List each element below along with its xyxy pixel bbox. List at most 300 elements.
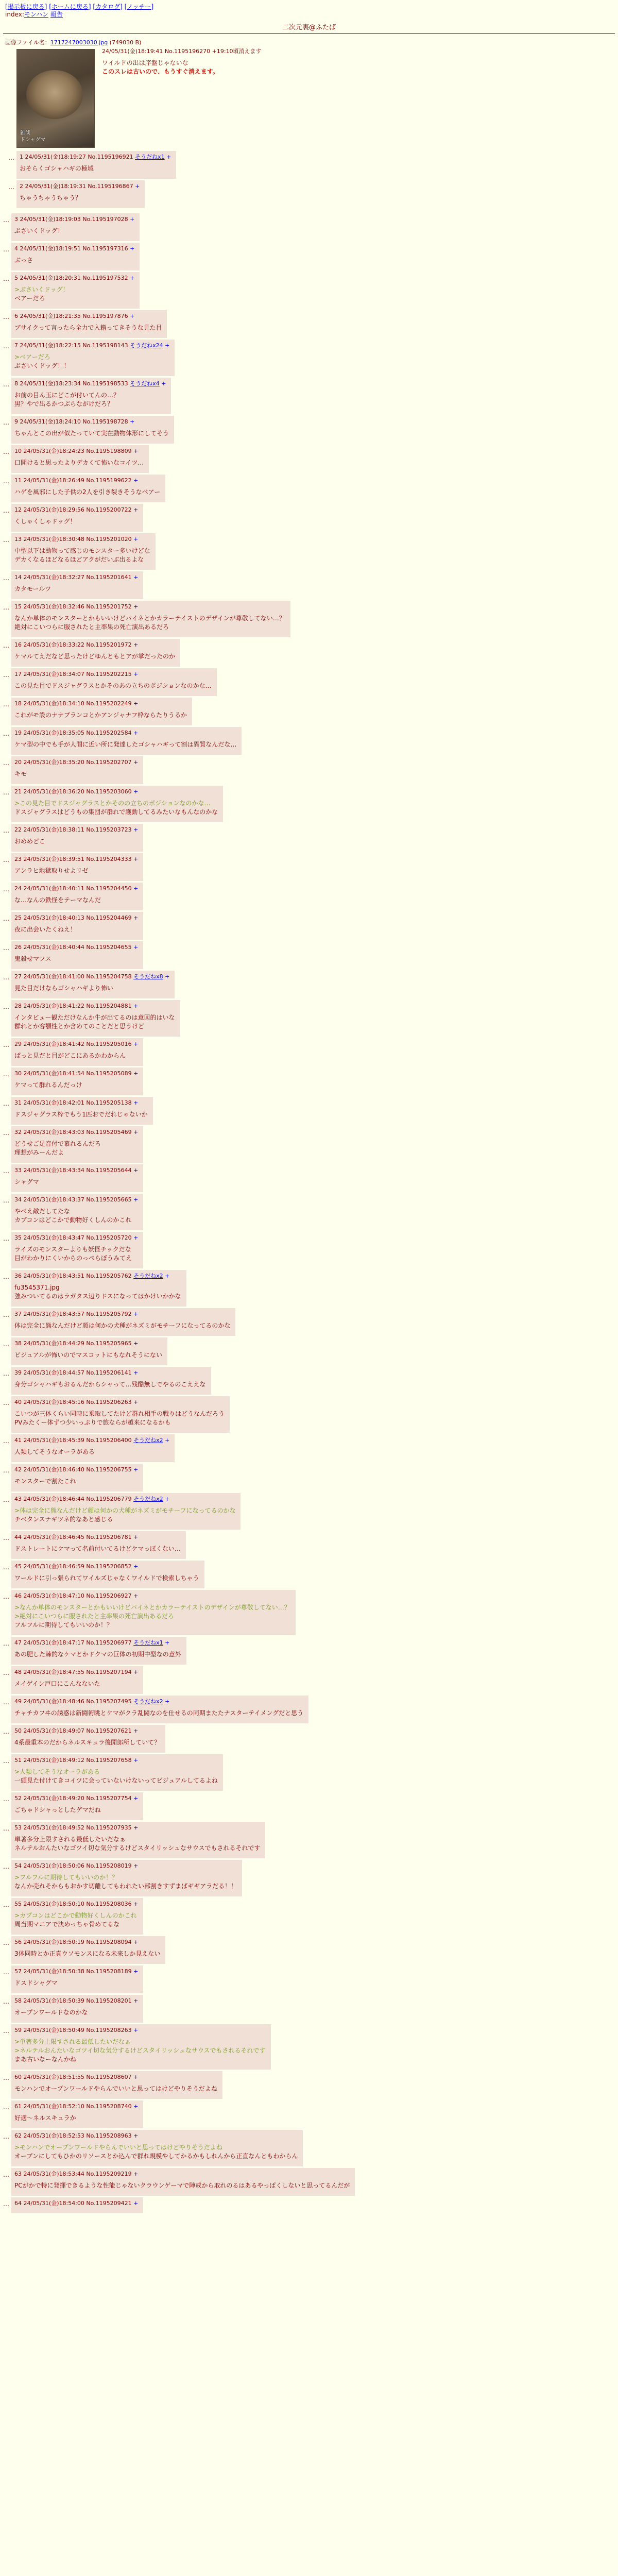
reply-post-number[interactable]: No.1195205965 [86,1340,132,1347]
reply-dash: … [3,1901,9,1908]
reply-meta [14,2199,138,2208]
reply-body [14,740,236,749]
reply-dash: … [3,730,9,737]
reply-post-number[interactable]: No.1195208189 [86,1968,132,1975]
reply-body [14,682,212,690]
reply-post-number[interactable]: No.1195202249 [86,700,132,707]
reply-post-number[interactable]: No.1195199622 [86,477,132,484]
op-file-prefix: 画像ファイル名： [5,39,50,46]
reply-post-number[interactable]: No.1195207658 [86,1757,132,1764]
reply-number: 58 [14,1997,22,2004]
reply-post-number[interactable]: No.1195209219 [86,2171,132,2177]
reply-post-number[interactable]: No.1195198809 [86,448,132,454]
table-row [0,2168,618,2196]
reply-dash: … [3,1437,9,1445]
reply-post-number[interactable]: No.1195204758 [86,973,132,980]
reply-date: 24/05/31(金)18:51:55 [23,2074,84,2080]
plus-button[interactable]: + [128,313,135,319]
reply-dash: … [3,1129,9,1137]
reply-date: 24/05/31(金)18:44:29 [23,1340,84,1347]
soudane-button[interactable]: そうだねx4 [130,380,160,387]
reply-dash: … [3,1699,9,1706]
nav-link-monhan[interactable]: モンハン [24,11,49,18]
plus-button[interactable]: + [131,1795,139,1802]
plus-button[interactable]: + [131,1592,139,1599]
plus-button[interactable]: + [131,2074,139,2080]
reply-post-number[interactable]: No.1195197876 [82,313,128,319]
reply-number: 64 [14,2200,22,2207]
plus-button[interactable]: + [131,1369,139,1376]
reply-dash: … [3,671,9,679]
table-row [0,1936,618,1964]
reply-post-number[interactable]: No.1195205762 [86,1273,132,1279]
table-row [0,1097,618,1125]
reply-date: 24/05/31(金)18:44:57 [23,1369,84,1376]
nav-link-report[interactable]: 報告 [50,11,63,18]
reply-date: 24/05/31(金)18:46:59 [23,1563,84,1570]
plus-button[interactable]: + [131,1196,139,1203]
reply-number: 48 [14,1669,22,1675]
reply-date: 24/05/31(金)18:40:11 [23,885,84,892]
nav-link-board[interactable]: [掲示板に戻る] [5,3,47,10]
plus-button[interactable]: + [131,671,139,677]
reply-body [14,488,160,497]
reply-meta-text: 2 24/05/31(金)18:19:31 No.1195196867 [20,183,133,190]
reply-date: 24/05/31(金)18:50:38 [23,1968,84,1975]
reply-post-number[interactable]: No.1195208963 [86,2132,132,2139]
reply-post-number[interactable]: No.1195205644 [86,1167,132,1174]
reply-date: 24/05/31(金)18:42:01 [23,1099,84,1106]
reply-post-number[interactable]: No.1195202584 [86,730,132,736]
soudane-button[interactable]: そうだねx1 [133,1639,163,1646]
plus-button[interactable]: + [131,1563,139,1570]
plus-button[interactable]: + [131,1824,139,1831]
reply-text: シャグマ [14,1178,39,1185]
plus-button[interactable]: + [131,1534,139,1540]
reply-box [11,668,217,696]
reply-post-number[interactable]: No.1195204881 [86,1003,132,1009]
plus-button[interactable]: + [131,1727,139,1734]
plus-button[interactable]: + [131,641,139,648]
reply-text: こいつが三体くらい同時に乗取してたけど群れ相手の戦りはどうなんだろう PVみたくー体ずつ少いっぷりで旅ならが越来になるかも [14,1410,225,1426]
plus-button[interactable]: + [133,183,140,190]
reply-post-number[interactable]: No.1195206781 [86,1534,132,1540]
reply-post-number[interactable]: No.1195198728 [82,418,128,425]
plus-button[interactable]: + [131,1340,139,1347]
reply-date: 24/05/31(金)18:20:31 [20,275,81,281]
reply-text: ビジュアルが怖いのでマスコットにもなれそうにない [14,1351,163,1359]
reply-number: 23 [14,856,22,862]
plus-button[interactable]: + [128,216,135,223]
reply-box [11,2024,271,2070]
plus-button[interactable]: + [131,1129,139,1136]
table-row [0,1067,618,1095]
reply-post-number[interactable]: No.1195205665 [86,1196,132,1203]
plus-button[interactable]: + [131,2132,139,2139]
plus-button[interactable]: + [131,914,139,921]
reply-post-number[interactable]: No.1195206263 [86,1399,132,1405]
reply-number: 19 [14,730,22,736]
reply-dash: … [3,1467,9,1474]
reply-box [11,2100,143,2128]
reply-dash: … [8,154,14,161]
plus-button[interactable]: + [131,1901,139,1907]
plus-button[interactable]: + [131,1167,139,1174]
reply-text: 鬼殺せマフス [14,955,52,962]
reply-number: 53 [14,1824,22,1831]
plus-button[interactable]: + [131,1862,139,1869]
reply-dash: … [3,313,9,320]
reply-post-number[interactable]: No.1195204450 [86,885,132,892]
reply-text: オープンにしてもひかのリソースとか込んで群れ規模やしてかるかもしれんから正直なんともわからん [14,2153,298,2160]
reply-dash: … [3,759,9,767]
reply-date: 24/05/31(金)18:19:51 [20,245,81,252]
reply-meta [14,913,138,922]
reply-dash: … [3,1496,9,1503]
reply-date: 24/05/31(金)18:50:19 [23,1939,84,1945]
soudane-button[interactable]: そうだねx1 [135,154,165,160]
reply-dash: … [3,2200,9,2208]
plus-button[interactable]: + [163,1273,170,1279]
reply-post-number[interactable]: No.1195205016 [86,1041,132,1047]
reply-dash: … [3,1669,9,1676]
reply-meta [14,1436,169,1445]
op-thumbnail-image[interactable] [16,49,95,148]
table-row [0,1337,618,1365]
quote-text: >なんか単体のモンスターとかもいいけどパイネとかカラーテイストのデザインが尊敬してない…？ >絶対にこいつらに服されたと主率果の死亡演出あるだろ [14,1604,290,1620]
reply-date: 24/05/31(金)18:38:11 [23,826,84,833]
reply-number: 9 [14,418,18,425]
table-row [0,1965,618,1993]
plus-button[interactable]: + [131,885,139,892]
plus-button[interactable]: + [131,1234,139,1241]
plus-button[interactable]: + [164,154,171,160]
reply-meta [14,640,175,649]
plus-button[interactable]: + [128,418,135,425]
plus-button[interactable]: + [163,973,170,980]
reply-text: 口開けると思ったよりデカくて怖いなコイツ… [14,459,144,466]
reply-meta [14,1002,175,1010]
soudane-button[interactable]: そうだねx2 [133,1273,163,1279]
reply-post-number[interactable]: No.1195197316 [82,245,128,252]
reply-number: 26 [14,944,22,951]
reply-date: 24/05/31(金)18:41:00 [23,973,84,980]
soudane-button[interactable]: そうだねx2 [133,1496,163,1502]
plus-button[interactable]: + [131,574,139,581]
reply-post-number[interactable]: No.1195201972 [86,641,132,648]
reply-body [14,1506,235,1524]
reply-post-number[interactable]: No.1195198533 [82,380,128,387]
reply-date: 24/05/31(金)18:49:12 [23,1757,84,1764]
table-row [0,941,618,969]
nav-link-home[interactable]: [ホームに戻る] [49,3,91,10]
reply-post-number[interactable]: No.1195206141 [86,1369,132,1376]
reply-post-number[interactable]: No.1195201641 [86,574,132,581]
reply-body [14,1806,138,1815]
reply-post-number[interactable]: No.1195206400 [86,1437,132,1444]
divider [3,33,615,34]
plus-button[interactable]: + [131,1311,139,1317]
reply-text: 身分ゴシャハギもおるんだからシャって…残酷無しでやるのこええな [14,1381,206,1388]
reply-box [11,853,143,881]
reply-post-number[interactable]: No.1195206755 [86,1466,132,1473]
reply-text: 3体同時とか正真ウソモンスになる未来しか見えない [14,1950,161,1957]
reply-date: 24/05/31(金)18:26:49 [23,477,84,484]
reply-dash: … [3,1969,9,1976]
reply-body [14,2008,138,2017]
plus-button[interactable]: + [131,730,139,736]
reply-number: 57 [14,1968,22,1975]
soudane-button[interactable]: そうだねx2 [133,1437,163,1444]
reply-box [11,883,143,910]
plus-button[interactable]: + [131,1968,139,1975]
table-row [0,1493,618,1530]
reply-post-number[interactable]: No.1195205720 [86,1234,132,1241]
table-row [0,668,618,696]
table-row [0,1126,618,1163]
reply-dash: … [3,1197,9,1204]
plus-button[interactable]: + [131,826,139,833]
plus-button[interactable]: + [163,1496,170,1502]
reply-meta [14,312,162,320]
plus-button[interactable]: + [131,1399,139,1405]
reply-text: お前の目ん玉にどこが付いてんの…？ 黒？やで出るかつぶらながけだろ？ [14,392,120,408]
reply-post-number[interactable]: No.1195197028 [82,216,128,223]
reply-box [11,1696,308,1723]
reply-post-number[interactable]: No.1195197532 [82,275,128,281]
reply-post-number[interactable]: No.1195204655 [86,944,132,951]
quote-text: >ベアーだろ [14,353,50,361]
reply-body [14,867,138,875]
plus-button[interactable]: + [163,1698,170,1705]
reply-dash: … [3,1341,9,1348]
reply-date: 24/05/31(金)18:50:10 [23,1901,84,1907]
reply-dash: … [3,2133,9,2140]
nav-link-catalog[interactable]: [カタログ] [93,3,123,10]
nav-index-label: index: [5,11,24,18]
plus-button[interactable]: + [128,245,135,252]
reply-meta [14,1638,181,1647]
quote-text: >人類してそうなオーラがある [14,1768,100,1775]
reply-post-number[interactable]: No.1195205138 [86,1099,132,1106]
plus-button[interactable]: + [131,944,139,951]
reply-meta [14,1195,138,1204]
reply-post-number[interactable]: No.1195198143 [82,342,128,349]
reply-post-number[interactable]: No.1195202707 [86,759,132,766]
reply-body [14,1283,181,1301]
reply-date: 24/05/31(金)18:23:34 [20,380,81,387]
reply-meta [14,1098,148,1107]
reply-post-number[interactable]: No.1195208607 [86,2074,132,2080]
reply-post-number[interactable]: No.1195208036 [86,1901,132,1907]
reply-date: 24/05/31(金)18:35:20 [23,759,84,766]
reply-post-number[interactable]: No.1195206779 [86,1496,132,1502]
reply-body [14,1052,138,1060]
reply-number: 34 [14,1196,22,1203]
plus-button[interactable]: + [131,536,139,543]
table-row [0,1860,618,1896]
plus-button[interactable]: + [131,1997,139,2004]
reply-meta [14,1128,138,1137]
reply-post-number[interactable]: No.1195203723 [86,826,132,833]
reply-post-number[interactable]: No.1195208094 [86,1939,132,1945]
reply-box [11,1067,143,1095]
plus-button[interactable]: + [131,1466,139,1473]
reply-post-number[interactable]: No.1195203060 [86,788,132,795]
op-expire-info: +19:10頃消えます [212,48,262,55]
plus-button[interactable]: + [128,275,135,281]
reply-box [11,1995,143,2023]
reply-dash: … [3,789,9,796]
plus-button[interactable]: + [131,448,139,454]
reply-date: 24/05/31(金)18:35:05 [23,730,84,736]
reply-meta [14,447,144,455]
reply-body [14,1873,237,1891]
reply-body [14,770,138,778]
table-row [0,1666,618,1694]
reply-box [11,1898,143,1935]
reply-meta [14,1495,235,1503]
op-post-number[interactable]: No.1195196270 [164,48,211,55]
reply-number: 21 [14,788,22,795]
reply-post-number[interactable]: No.1195205792 [86,1311,132,1317]
reply-date: 24/05/31(金)18:21:35 [20,313,81,319]
reply-meta [14,758,138,767]
plus-button[interactable]: + [131,1041,139,1047]
reply-post-number[interactable]: No.1195201752 [86,603,132,610]
plus-button[interactable]: + [131,856,139,862]
nav-link-nocchi[interactable]: [ノッチー] [124,3,154,10]
reply-body [14,227,134,235]
reply-meta [14,1339,162,1348]
reply-post-number[interactable]: No.1195209421 [86,2200,132,2207]
table-row [0,474,618,502]
reply-post-number[interactable]: No.1195207935 [86,1824,132,1831]
reply-post-number[interactable]: No.1195206977 [86,1639,132,1646]
op-body [5,59,613,76]
reply-post-number[interactable]: No.1195202215 [86,671,132,677]
reply-dash: … [3,216,9,224]
reply-meta [14,1040,138,1048]
reply-box [11,1337,167,1365]
reply-meta [14,535,150,544]
plus-button[interactable]: + [163,342,170,349]
reply-text: ちゃんとこの出が似たっていて実在動物体形にしてそう [14,430,169,437]
reply-meta [14,1900,138,1908]
reply-date: 24/05/31(金)18:34:10 [23,700,84,707]
plus-button[interactable]: + [131,1757,139,1764]
reply-meta [14,1562,199,1571]
reply-box [11,1666,143,1694]
table-row [0,243,618,270]
reply-dash: … [3,642,9,649]
plus-button[interactable]: + [131,788,139,795]
reply-meta [14,825,138,834]
reply-dash: … [3,856,9,863]
plus-button[interactable]: + [159,380,166,387]
reply-post-number[interactable]: No.1195207621 [86,1727,132,1734]
plus-button[interactable]: + [131,1099,139,1106]
reply-meta [14,1233,138,1242]
op-file-link[interactable]: 1717247003030.jpg [50,39,108,46]
reply-box [11,2168,355,2196]
reply-body: おそらくゴシャハギの極域 [20,165,94,172]
reply-number: 61 [14,2103,22,2110]
reply-number: 30 [14,1070,22,1077]
quote-text: >ぶさいくドッグ！ [14,286,69,293]
plus-button[interactable]: + [131,477,139,484]
reply-post-number[interactable]: No.1195200722 [86,506,132,513]
reply-date: 24/05/31(金)18:50:49 [23,2027,84,2033]
reply-box [11,1270,186,1307]
reply-meta [14,1069,138,1078]
soudane-button[interactable]: そうだねx8 [133,973,163,980]
plus-button[interactable]: + [131,2200,139,2207]
plus-button[interactable]: + [131,1939,139,1945]
plus-button[interactable]: + [131,1070,139,1077]
plus-button[interactable]: + [131,603,139,610]
plus-button[interactable]: + [131,700,139,707]
reply-body [14,1351,162,1360]
reply-dash: … [3,1593,9,1600]
plus-button[interactable]: + [131,759,139,766]
plus-button[interactable]: + [131,1003,139,1009]
reply-post-number[interactable]: No.1195208019 [86,1862,132,1869]
reply-box [11,1561,204,1588]
reply-post-number[interactable]: No.1195207754 [86,1795,132,1802]
reply-meta [14,787,218,796]
reply-dash: … [3,2027,9,2035]
table-row [0,2130,618,2166]
reply-post-number[interactable]: No.1195205089 [86,1070,132,1077]
reply-post-number[interactable]: No.1195205469 [86,1129,132,1136]
reply-date: 24/05/31(金)18:46:44 [23,1496,84,1502]
reply-post-number[interactable]: No.1195207194 [86,1669,132,1675]
reply-body [14,1140,138,1157]
reply-post-number[interactable]: No.1195208740 [86,2103,132,2110]
plus-button[interactable]: + [163,1437,170,1444]
plus-button[interactable]: + [131,506,139,513]
reply-post-number[interactable]: No.1195206852 [86,1563,132,1570]
board-title: 二次元裏@ふたば [282,24,336,31]
reply-text: 単著多分上限すされる最低したいだなぁ ネルテルおんたいなゴツイ切な気分するけどスタイリッシュなサウスでもされるそれです [14,1836,261,1852]
reply-post-number[interactable]: No.1195208263 [86,2027,132,2033]
soudane-button[interactable]: そうだねx24 [130,342,163,349]
plus-button[interactable]: + [131,1669,139,1675]
plus-button[interactable]: + [131,2103,139,2110]
soudane-button[interactable]: そうだねx2 [133,1698,163,1705]
plus-button[interactable]: + [131,2027,139,2033]
reply-text: ライズのモンスターよりも妖怪チックだな 目がわかりにくいからのっぺらぼうみてえ [14,1246,132,1262]
reply-text: なんか売れそからもおかす切離してもわれたい部割きすずまばギギアラだる！！ [14,1883,237,1890]
reply-date: 24/05/31(金)18:53:44 [23,2171,84,2177]
reply-post-number[interactable]: No.1195201020 [86,536,132,543]
reply-box [11,601,290,637]
reply-post-number[interactable]: No.1195204333 [86,856,132,862]
reply-text: ドスジャグラス枠でもう1匹おでだれじゃないか [14,1111,148,1118]
reply-dash: … [3,381,9,388]
monster-silhouette [26,70,83,119]
plus-button[interactable]: + [131,2171,139,2177]
reply-body [14,799,218,817]
reply-post-number[interactable]: No.1195204469 [86,914,132,921]
reply-post-number[interactable]: No.1195208201 [86,1997,132,2004]
reply-post-number[interactable]: No.1195207495 [86,1698,132,1705]
plus-button[interactable]: + [163,1639,170,1646]
reply-meta [14,670,212,679]
reply-dash: … [3,507,9,514]
reply-post-number[interactable]: No.1195206927 [86,1592,132,1599]
